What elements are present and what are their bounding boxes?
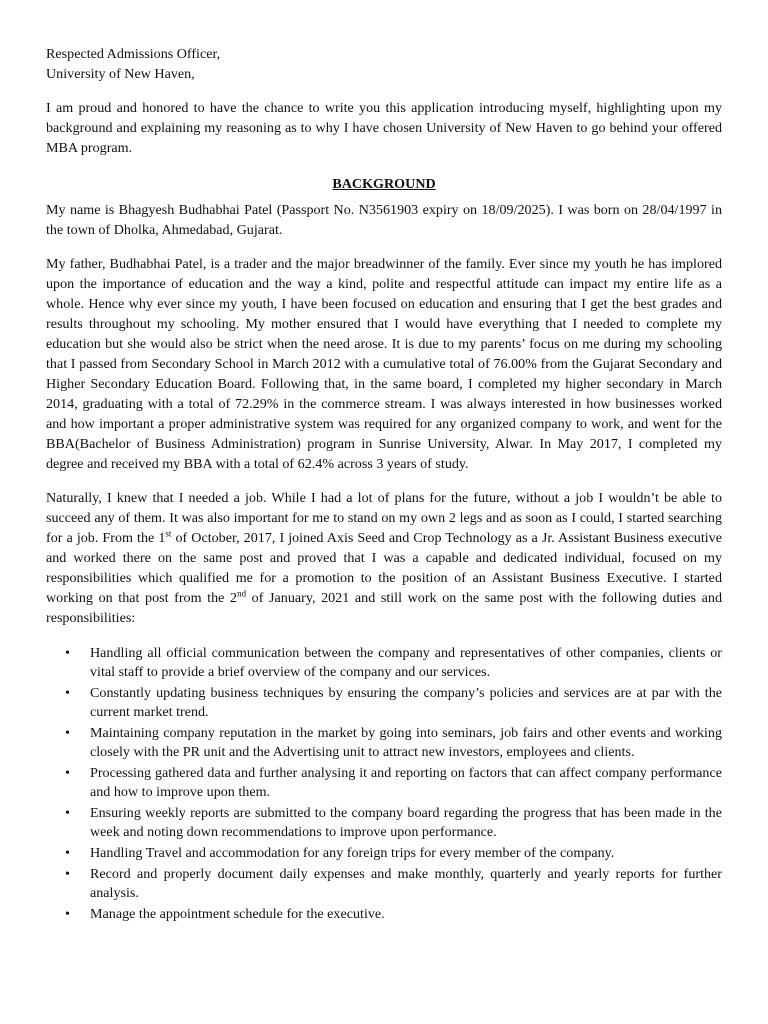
list-item (46, 905, 722, 924)
bullet-icon: • (65, 725, 70, 741)
salutation-institution: University of New Haven, (46, 66, 195, 82)
ordinal-suffix-nd: nd (237, 588, 247, 599)
duty-text: Maintaining company reputation in the market by going into seminars, job fairs and other events and working closely with the PR unit and the Advertising unit to attract new investors, employees and clients. (90, 725, 722, 760)
employment-text-part-2: of October, 2017, I joined Axis Seed and Crop Technology as a Jr. Assistant Business executive and worked there on the same post and proved that I was a capable and dedicated individual, focused on my responsibilities which qualified me for a promotion to the position of an Assistant Business Executive. I started working on that post from the 2 (46, 530, 722, 606)
duties-list (46, 644, 722, 924)
bullet-icon: • (65, 685, 70, 701)
list-item (46, 724, 722, 762)
list-item (46, 865, 722, 903)
list-item (46, 644, 722, 682)
intro-paragraph: I am proud and honored to have the chance to write you this application introducing myself, highlighting upon my background and explaining my reasoning as to why I have chosen University of New Haven to go behind your offered MBA program. (46, 100, 722, 156)
duty-text: Record and properly document daily expenses and make monthly, quarterly and yearly reports for further analysis. (90, 866, 722, 901)
bullet-icon: • (65, 765, 70, 781)
duty-text: Manage the appointment schedule for the executive. (90, 906, 385, 922)
salutation-recipient: Respected Admissions Officer, (46, 46, 221, 62)
duty-text: Processing gathered data and further analysing it and reporting on factors that can affect company performance and how to improve upon them. (90, 765, 722, 800)
salutation (46, 44, 722, 84)
ordinal-suffix-st: st (165, 528, 172, 539)
bullet-icon: • (65, 906, 70, 922)
list-item (46, 684, 722, 722)
employment-text-part-3: of January, 2021 and still work on the same post with the following duties and responsibilities: (46, 590, 722, 626)
bullet-icon: • (65, 866, 70, 882)
bullet-icon: • (65, 805, 70, 821)
employment-paragraph (46, 488, 722, 628)
duty-text: Constantly updating business techniques by ensuring the company’s policies and services are at par with the current market trend. (90, 685, 722, 720)
list-item (46, 844, 722, 863)
personal-details-paragraph: My name is Bhagyesh Budhabhai Patel (Passport No. N3561903 expiry on 18/09/2025). I was born on 28/04/1997 in the town of Dholka, Ahmedabad, Gujarat. (46, 202, 722, 238)
duty-text: Handling all official communication between the company and representatives of other companies, clients or vital staff to provide a brief overview of the company and our services. (90, 645, 722, 680)
family-education-paragraph: My father, Budhabhai Patel, is a trader and the major breadwinner of the family. Ever since my youth he has implored upon the importance of education and the way a kind, polite and respectful attitude can impact my entire life as a whole. Hence why ever since my youth, I have been focused on education and ensuring that I get the best grades and results throughout my schooling. My mother ensured that I would have everything that I needed to complete my education but she would also be strict when the need arose. It is due to my parents’ focus on me during my schooling that I passed from Secondary School in March 2012 with a cumulative total of 76.00% from the Gujarat Secondary and Higher Secondary Education Board. Following that, in the same board, I completed my higher secondary in March 2014, graduating with a total of 72.29% in the commerce stream. I was always interested in how businesses worked and how important a proper administrative system was required for any organized company to work, and went for the BBA(Bachelor of Business Administration) program in Sunrise University, Alwar. In May 2017, I completed my degree and received my BBA with a total of 62.4% across 3 years of study. (46, 256, 722, 472)
background-heading: BACKGROUND (332, 176, 436, 192)
employment-text-part-1: Naturally, I knew that I needed a job. While I had a lot of plans for the future, without a job I wouldn’t be able to succeed any of them. It was also important for me to stand on my own 2 legs and as soon as I could, I started searching for a job. From the 1 (46, 490, 722, 546)
bullet-icon: • (65, 645, 70, 661)
bullet-icon: • (65, 845, 70, 861)
list-item (46, 764, 722, 802)
list-item (46, 804, 722, 842)
duty-text: Ensuring weekly reports are submitted to the company board regarding the progress that has been made in the week and noting down recommendations to improve upon performance. (90, 805, 722, 840)
duty-text: Handling Travel and accommodation for any foreign trips for every member of the company. (90, 845, 615, 861)
